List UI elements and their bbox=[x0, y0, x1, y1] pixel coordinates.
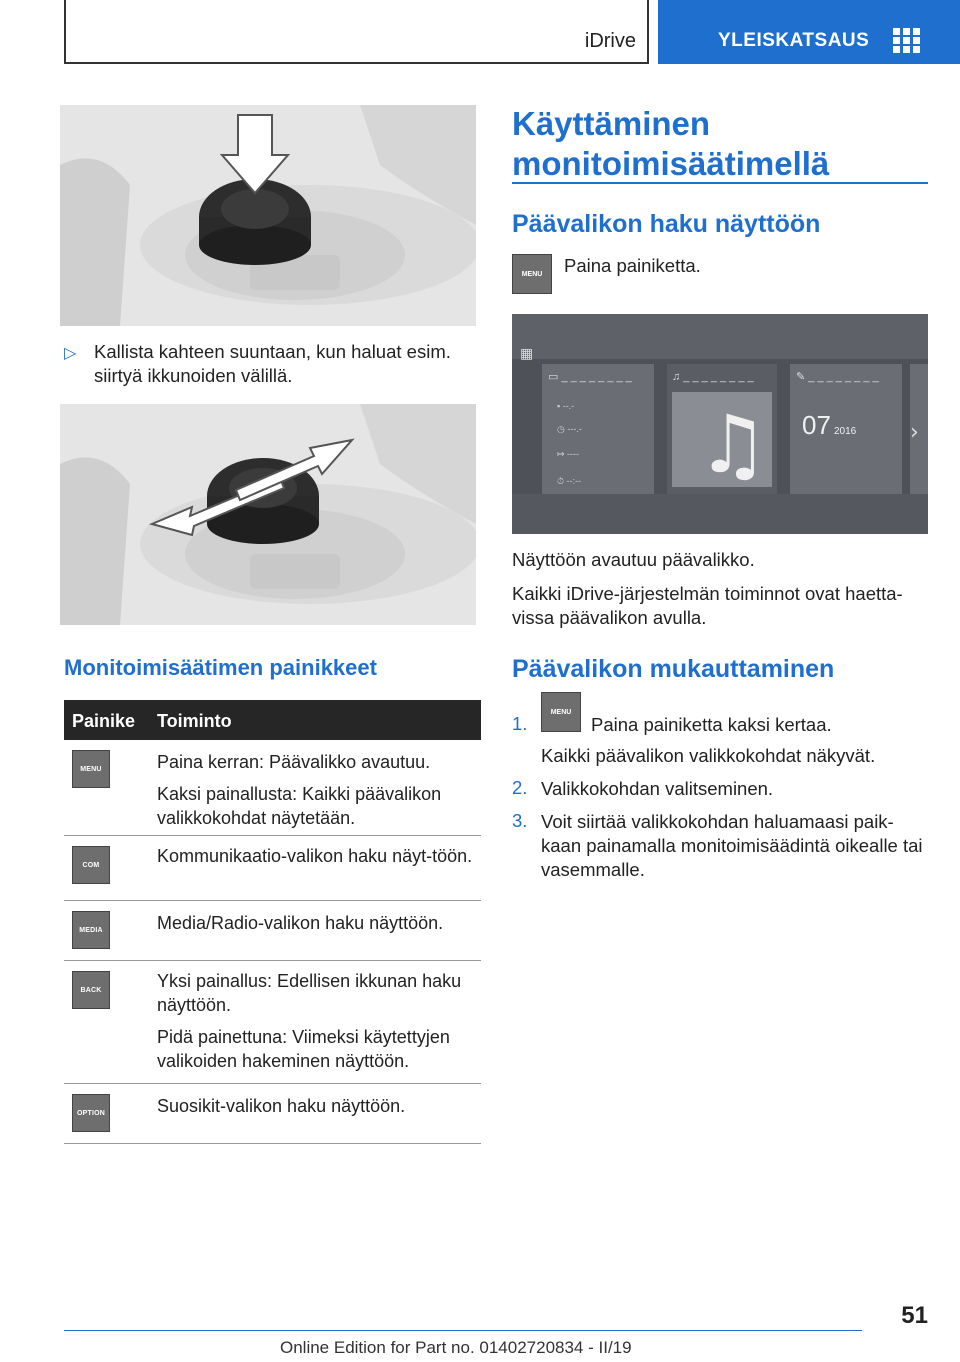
media-button-icon: MEDIA bbox=[72, 911, 110, 949]
title-divider bbox=[512, 182, 928, 184]
table-col-button: Painike bbox=[72, 711, 136, 731]
svg-text:♫: ♫ bbox=[697, 398, 769, 491]
row-text: Media/Radio-valikon haku näyttöön. bbox=[157, 913, 444, 933]
option-button-icon: OPTION bbox=[72, 1094, 110, 1132]
step-text: Kaikki päävalikon valikkokohdat näkyvät. bbox=[541, 745, 876, 766]
menu-opens-text: Näyttöön avautuu päävalikko. bbox=[512, 549, 755, 570]
table-row bbox=[64, 901, 481, 961]
open-menu-heading: Päävalikon haku näyttöön bbox=[512, 210, 821, 238]
press-button-text: Paina painiketta. bbox=[564, 255, 701, 276]
svg-text:⏱ --:--: ⏱ --:-- bbox=[557, 476, 582, 486]
svg-text:›: › bbox=[910, 420, 919, 445]
customize-heading: Päävalikon mukauttaminen bbox=[512, 655, 835, 683]
step-text: Paina painiketta kaksi kertaa. bbox=[591, 714, 832, 735]
screen-date-day: 07 bbox=[802, 410, 831, 440]
svg-text:↦ ----: ↦ ---- bbox=[557, 449, 580, 459]
page-title: Käyttäminen monitoimisäätimellä bbox=[512, 105, 830, 182]
row-text: Suosikit-valikon haku näyttöön. bbox=[157, 1096, 406, 1116]
step-number: 1. bbox=[512, 713, 528, 734]
svg-text:▪ --.-: ▪ --.- bbox=[557, 401, 575, 411]
back-button-icon: BACK bbox=[72, 971, 110, 1009]
table-row bbox=[64, 740, 481, 836]
controller-tilt-image bbox=[60, 404, 476, 625]
svg-text:▭ _ _ _ _ _ _ _ _: ▭ _ _ _ _ _ _ _ _ bbox=[548, 371, 632, 383]
idrive-main-menu-screenshot bbox=[512, 314, 928, 534]
table-header-row bbox=[64, 700, 481, 740]
functions-text: Kaikki iDrive-järjestelmän toiminnot ovat haetta-vissa päävalikon avulla. bbox=[512, 583, 903, 628]
row-text: Yksi painallus: Edellisen ikkunan haku näyttöön. bbox=[157, 971, 462, 1015]
table-row bbox=[64, 961, 481, 1084]
step-text: Valikkokohdan valitseminen. bbox=[541, 778, 774, 799]
com-button-icon: COM bbox=[72, 846, 110, 884]
page-number: 51 bbox=[901, 1302, 928, 1329]
row-text: Kommunikaatio-valikon haku näyt-töön. bbox=[157, 846, 473, 866]
footer-edition: Online Edition for Part no. 01402720834 - II/19 bbox=[280, 1338, 632, 1357]
menu-button-icon: MENU bbox=[72, 750, 110, 788]
svg-text:▦: ▦ bbox=[520, 346, 534, 362]
svg-text:♫ _ _ _ _ _ _ _ _: ♫ _ _ _ _ _ _ _ _ bbox=[672, 371, 754, 383]
controller-press-image bbox=[60, 105, 476, 326]
svg-text:✎ _ _ _ _ _ _ _ _: ✎ _ _ _ _ _ _ _ _ bbox=[796, 371, 879, 383]
menu-button-icon: MENU bbox=[512, 254, 552, 294]
header-bar bbox=[64, 0, 649, 64]
table-row bbox=[64, 836, 481, 901]
header-chapter-label: YLEISKATSAUS bbox=[718, 30, 870, 51]
step-number: 2. bbox=[512, 777, 528, 798]
tilt-instruction: Kallista kahteen suuntaan, kun haluat esim. siirtyä ikkunoiden välillä. bbox=[94, 341, 451, 386]
header-section-title: iDrive bbox=[584, 30, 636, 52]
table-col-function: Toiminto bbox=[157, 711, 232, 731]
grid-menu-icon[interactable] bbox=[893, 28, 921, 54]
svg-text:◷ ---.-: ◷ ---.- bbox=[557, 424, 582, 434]
step-text: Voit siirtää valikkokohdan haluamaasi paik-kaan painamalla monitoimisäädintä oikealle tai vasemmalle. bbox=[541, 811, 923, 880]
buttons-table bbox=[64, 700, 481, 1144]
table-row bbox=[64, 1084, 481, 1144]
row-text: Kaksi painallusta: Kaikki päävalikon valikkokohdat näytetään. bbox=[157, 784, 442, 828]
row-text: Paina kerran: Päävalikko avautuu. bbox=[157, 752, 431, 772]
step-number: 3. bbox=[512, 810, 528, 831]
bullet-triangle-icon: ▷ bbox=[64, 345, 77, 362]
header-chapter-tab[interactable] bbox=[658, 0, 960, 64]
row-text: Pidä painettuna: Viimeksi käytettyjen valikoiden hakeminen näyttöön. bbox=[157, 1027, 450, 1071]
footer-divider bbox=[64, 1330, 862, 1331]
menu-button-icon: MENU bbox=[541, 692, 581, 732]
screen-date-year: 2016 bbox=[834, 426, 857, 437]
buttons-table-heading: Monitoimisäätimen painikkeet bbox=[64, 655, 377, 680]
